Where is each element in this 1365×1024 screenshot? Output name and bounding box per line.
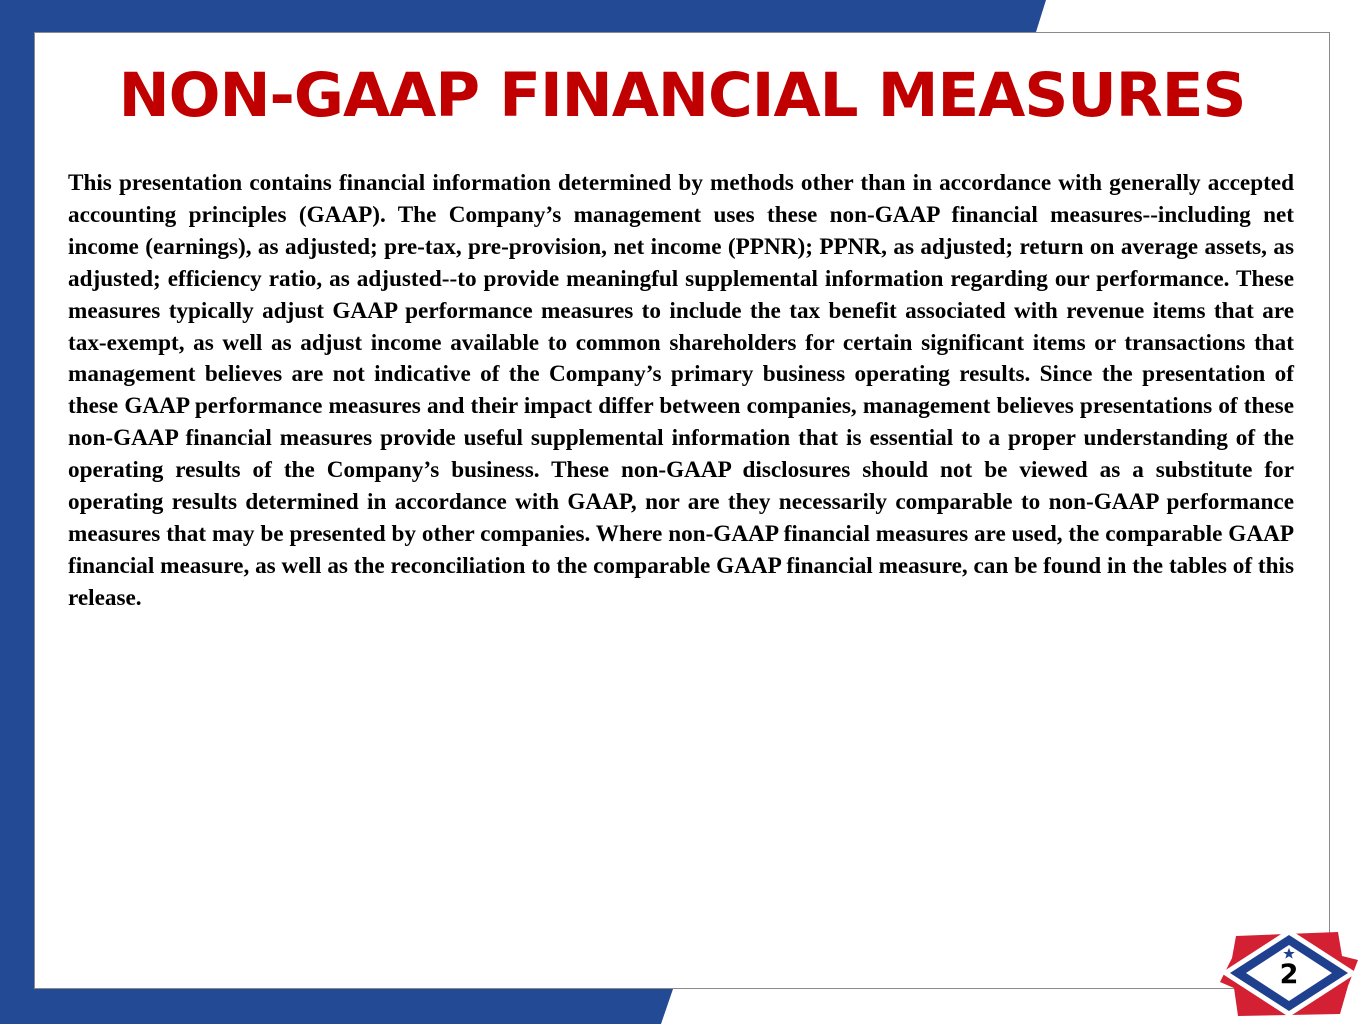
disclaimer-paragraph: This presentation contains financial information determined by methods other than in accordance with generally accepted accounting principles (GAAP). The Company’s management uses these non-GAAP financial measures--including net income (earnings), as adjusted; pre-tax, pre-provision, net income (PPNR); PPNR, as adjusted; return on average assets, as adjusted; efficiency ratio, as adjusted--to provide meaningful supplemental information regarding our performance. These measures typically adjust GAAP performance measures to include the tax benefit associated with revenue items that are tax-exempt, as well as adjust income available to common shareholders for certain significant items or transactions that management believes are not indicative of the Company’s primary business operating results. Since the presentation of these GAAP performance measures and their impact differ between companies, management believes presentations of these non-GAAP financial measures provide useful supplemental information that is essential to a proper understanding of the operating results of the Company’s business. These non-GAAP disclosures should not be viewed as a substitute for operating results determined in accordance with GAAP, nor are they necessarily comparable to non-GAAP performance measures that may be presented by other companies. Where non-GAAP financial measures are used, the comparable GAAP financial measure, as well as the reconciliation to the comparable GAAP financial measure, can be found in the tables of this release. bbox=[68, 170, 1294, 611]
blue-frame-bottom-band bbox=[0, 989, 673, 1024]
blue-frame-left-band bbox=[0, 0, 34, 1024]
blue-frame-top-band bbox=[0, 0, 1046, 32]
page-number: 2 bbox=[1279, 959, 1299, 990]
slide-title: NON-GAAP FINANCIAL MEASURES bbox=[118, 60, 1246, 131]
